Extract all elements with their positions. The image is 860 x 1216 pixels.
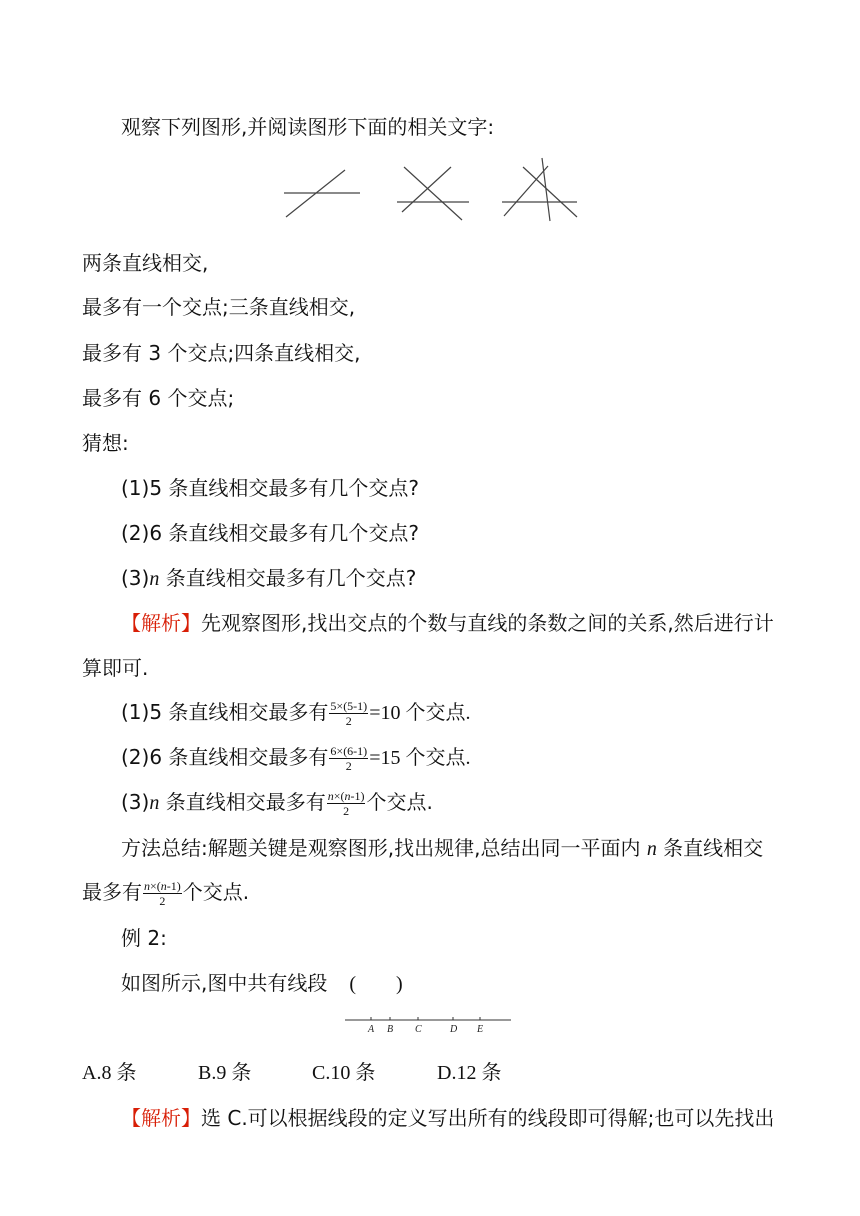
point-label-a: A bbox=[368, 1024, 375, 1035]
point-label-c: C bbox=[415, 1024, 422, 1035]
analysis-tag: 【解析】 bbox=[121, 611, 201, 635]
summary-text: 个交点. bbox=[182, 880, 250, 904]
example-label: 例 2: bbox=[121, 926, 167, 950]
question-1: (1)5 条直线相交最多有几个交点? bbox=[121, 476, 420, 500]
answer-blank: ( ) bbox=[349, 973, 403, 995]
analysis-text: 选 C.可以根据线段的定义写出所有的线段即可得解;也可以先找出 bbox=[201, 1106, 775, 1130]
answer-lead: 条直线相交最多有 bbox=[159, 790, 326, 814]
fraction-denominator: 2 bbox=[159, 894, 166, 908]
choice-b: B.9 条 bbox=[198, 1062, 252, 1084]
num-var: n bbox=[327, 789, 334, 803]
summary-text: 条直线相交 bbox=[656, 836, 764, 860]
choice-d: D.12 条 bbox=[437, 1062, 502, 1084]
point-label-d: D bbox=[450, 1024, 458, 1035]
num-mid: ×( bbox=[333, 789, 345, 803]
fraction-denominator: 2 bbox=[345, 714, 352, 728]
question-2: (2)6 条直线相交最多有几个交点? bbox=[121, 521, 420, 545]
analysis-text: 先观察图形,找出交点的个数与直线的条数之间的关系,然后进行计 bbox=[201, 611, 774, 635]
point-label-e: E bbox=[477, 1024, 484, 1035]
point-label-b: B bbox=[387, 1024, 394, 1035]
answer-lead: (2)6 条直线相交最多有 bbox=[121, 745, 329, 769]
num-var: n bbox=[160, 879, 167, 893]
fraction-denominator: 2 bbox=[343, 804, 350, 818]
summary-text: 最多有 bbox=[82, 880, 142, 904]
num-end: -1) bbox=[166, 879, 181, 893]
q3-var: n bbox=[149, 568, 160, 590]
text-line: 最多有 6 个交点; bbox=[82, 386, 235, 410]
summary-text: 方法总结:解题关键是观察图形,找出规律,总结出同一平面内 bbox=[121, 836, 647, 860]
example-question-text: 如图所示,图中共有线段 bbox=[121, 971, 328, 995]
fraction-numerator: 5×(5-1) bbox=[330, 699, 368, 713]
answer-var: n bbox=[149, 792, 160, 814]
intro-text: 观察下列图形,并阅读图形下面的相关文字: bbox=[121, 115, 495, 139]
q3-rest: 条直线相交最多有几个交点? bbox=[159, 566, 417, 590]
text-line: 最多有 3 个交点;四条直线相交, bbox=[82, 341, 361, 365]
analysis-tag: 【解析】 bbox=[121, 1106, 201, 1130]
text-line: 最多有一个交点;三条直线相交, bbox=[82, 295, 356, 319]
choice-c: C.10 条 bbox=[312, 1062, 376, 1084]
analysis-2-line bbox=[121, 1105, 774, 1131]
num-mid: ×( bbox=[150, 879, 161, 893]
num-var: n bbox=[144, 879, 150, 893]
text-line: 两条直线相交, bbox=[82, 251, 209, 275]
choice-a: A.8 条 bbox=[82, 1062, 137, 1084]
num-var: n bbox=[344, 789, 351, 803]
num-end: -1) bbox=[350, 789, 365, 803]
summary-var: n bbox=[646, 838, 657, 860]
answer-prefix: (3) bbox=[121, 790, 150, 814]
fraction-numerator: 6×(6-1) bbox=[330, 744, 368, 758]
fraction-denominator: 2 bbox=[345, 759, 352, 773]
answer-lead: (1)5 条直线相交最多有 bbox=[121, 700, 329, 724]
text-line: 猜想: bbox=[82, 431, 129, 455]
analysis-line-2: 算即可. bbox=[82, 656, 149, 680]
answer-tail: 个交点. bbox=[366, 790, 433, 814]
answer-tail: =10 个交点. bbox=[369, 702, 471, 724]
q3-prefix: (3) bbox=[121, 566, 150, 590]
answer-tail: =15 个交点. bbox=[369, 747, 471, 769]
